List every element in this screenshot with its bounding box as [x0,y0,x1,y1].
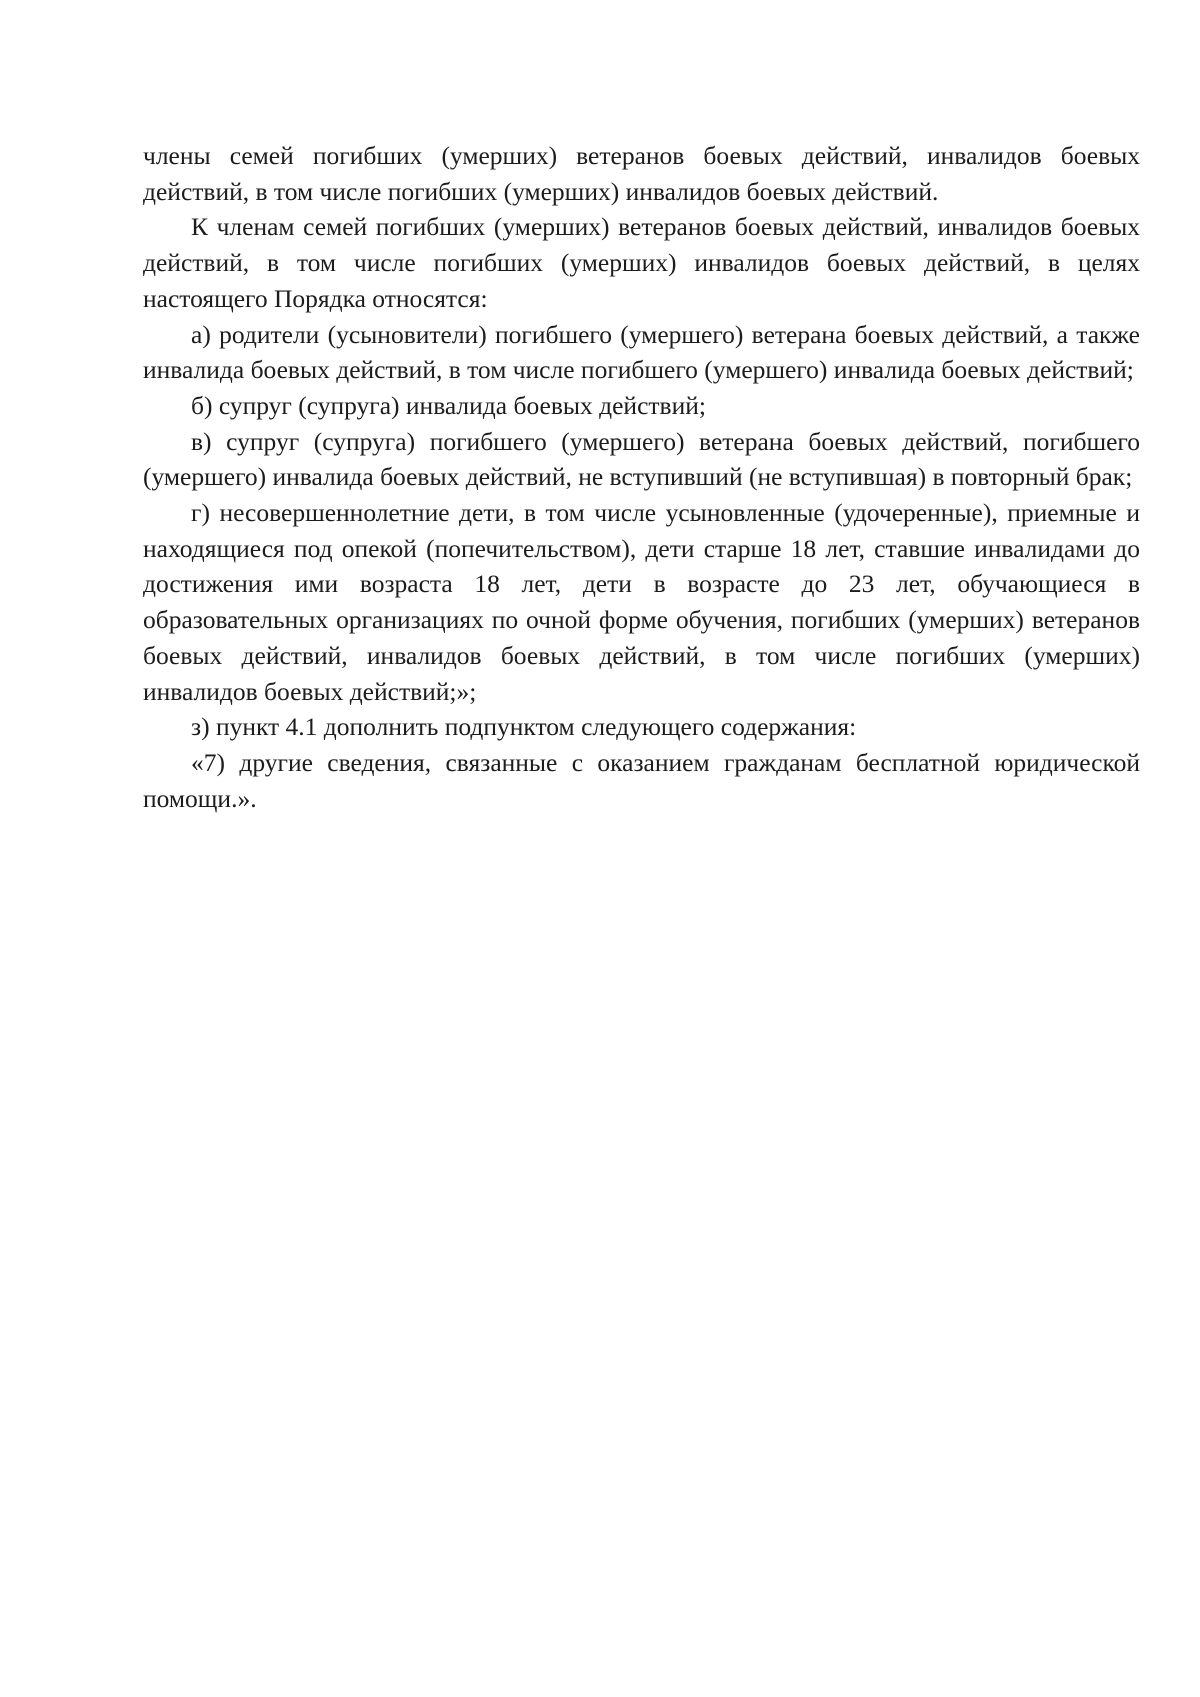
paragraph-family-members-definition: К членам семей погибших (умерших) ветеранов боевых действий, инвалидов боевых действий, в том числе погибших (умерших) инвалидов боевых действий, в целях настоящего Порядка относятся: [143,212,1140,313]
document-body [143,138,1140,816]
paragraph-continuation: члены семей погибших (умерших) ветеранов боевых действий, инвалидов боевых действий, в том числе погибших (умерших) инвалидов боевых действий. [143,141,1140,206]
paragraph-item-b: б) супруг (супруга) инвалида боевых действий; [191,390,706,420]
paragraph-subitem-7: «7) другие сведения, связанные с оказанием гражданам бесплатной юридической помощи.». [143,747,1140,813]
paragraph-item-a: а) родители (усыновители) погибшего (умершего) ветерана боевых действий, а также инвалида боевых действий, в том числе погибшего (умершего) инвалида боевых действий; [143,319,1140,385]
paragraph-item-g: г) несовершеннолетние дети, в том числе усыновленные (удочеренные), приемные и находящиеся под опекой (попечительством), дети старше 18 лет, ставшие инвалидами до достижения ими возраста 18 лет, дети в возрасте до 23 лет, обучающиеся в образовательных организациях по очной форме обучения, погибших (умерших) ветеранов боевых действий, инвалидов боевых действий, в том числе погибших (умерших) инвалидов боевых действий;»; [143,498,1140,706]
paragraph-item-z: з) пункт 4.1 дополнить подпунктом следующего содержания: [191,712,857,742]
paragraph-item-v: в) супруг (супруга) погибшего (умершего) ветерана боевых действий, погибшего (умершего) инвалида боевых действий, не вступивший (не вступившая) в повторный брак; [143,426,1140,492]
